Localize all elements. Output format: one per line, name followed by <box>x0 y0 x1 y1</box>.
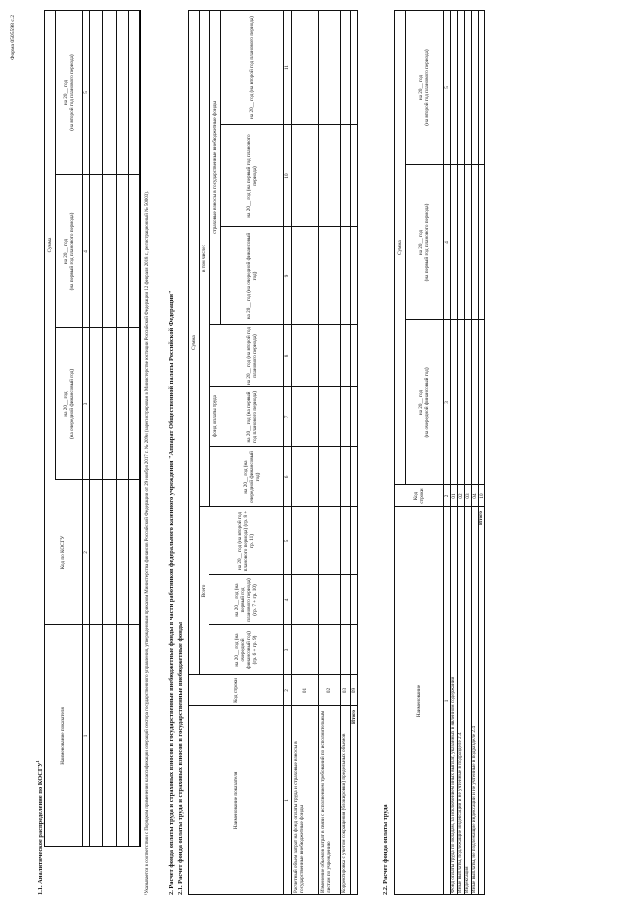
payroll-h-name: Наименование показателя <box>232 771 239 830</box>
payroll-h-c3: на 20__ год (на очередной финансовый год) (гр. 6 + гр. 9) <box>234 631 258 669</box>
payroll-h-code: Код строки <box>232 678 239 703</box>
payroll-num: 1 <box>284 799 290 802</box>
fot-h-sum: Сумма <box>396 240 403 255</box>
fot-h-name: Наименование <box>415 684 422 718</box>
fot-num: 2 <box>443 494 450 498</box>
fot-num: 5 <box>443 86 450 89</box>
payroll-h-c8: на 20__ год (на второй год планового периода) <box>245 327 258 385</box>
fot-row-code: 04 <box>471 493 478 499</box>
payroll-h-fot: фонд оплаты труда <box>211 395 218 437</box>
payroll-row-code: 01 <box>301 687 308 694</box>
payroll-h-total: Всего <box>201 584 207 598</box>
kosgu-h-code: Код по КОСГУ <box>60 535 66 570</box>
payroll-total-code: 09 <box>351 687 357 694</box>
payroll-h-c11: на 20__ год (на второй год планового периода) <box>248 16 255 119</box>
payroll-num: 5 <box>284 539 290 543</box>
payroll-h-c6: на 20__ год (на очередной финансовый год) <box>242 451 261 503</box>
payroll-total-label: Итого <box>351 710 357 724</box>
payroll-num: 7 <box>284 415 290 419</box>
payroll-row-code: 02 <box>326 687 332 694</box>
payroll-num: 8 <box>284 354 290 358</box>
kosgu-h-y2: на 20__ год (на первый год планового периода) <box>62 212 75 291</box>
kosgu-num: 3 <box>82 402 89 406</box>
fot-row-code: 03 <box>464 493 471 499</box>
payroll-h-incl: в том числе: <box>201 244 207 273</box>
payroll-num: 9 <box>284 274 290 278</box>
kosgu-num: 1 <box>82 734 89 738</box>
payroll-h-c5: на 20__ год (на второй год планового периода) (гр. 8 + гр. 11) <box>237 510 255 572</box>
payroll-num: 4 <box>284 598 290 602</box>
kosgu-num: 2 <box>82 551 89 554</box>
kosgu-h-sum: Сумма <box>46 237 53 253</box>
fot-num: 1 <box>443 699 450 703</box>
section-11-title: 1.1. Аналитическое распределение по КОСГУ$^1$ <box>35 760 45 895</box>
payroll-h-c9: на 20__ год (на очередной финансовый год) <box>245 232 258 320</box>
payroll-row-code: 03 <box>342 687 348 694</box>
kosgu-num: 5 <box>82 91 89 94</box>
payroll-num: 10 <box>284 173 290 179</box>
kosgu-h-y3: на 20__ год (на второй год планового периода) <box>62 54 75 131</box>
section-21-title: 2.1. Расчет фонда оплаты труда и страховых взносов в государственные внебюджетные фонды <box>177 622 184 895</box>
fot-total-code: 10 <box>478 493 485 499</box>
payroll-h-c7: на 20__ год (на первый год планового периода) <box>245 391 258 443</box>
payroll-h-ins: страховые взносы в государственные внебюджетные фонды <box>211 101 218 234</box>
fot-h-code: Код строки <box>412 488 425 504</box>
fot-h-y2: на 20__ год (на первый год планового периода) <box>418 203 430 282</box>
payroll-h-sum: Сумма <box>190 335 197 350</box>
payroll-h-c10: на 20__ год (на первый год планового периода) <box>245 134 258 218</box>
payroll-num: 11 <box>284 65 290 70</box>
fot-row-name: Иные выплаты, подлежащие индексации и не учтенные в подразделе 2.4 <box>457 732 463 893</box>
fot-row-name: Иные выплаты, не подлежащие индексации и не учтенные в подразделе 2.4 <box>471 726 477 893</box>
payroll-row-name: Изменение объемов затрат в связи с исполнением требований по исполнительным листам по учреждению <box>320 710 332 893</box>
fot-num: 4 <box>443 241 450 244</box>
payroll-h-c4: на 20__ год (на первый год планового периода) (гр. 7 + гр. 10) <box>234 578 258 622</box>
payroll-row-name: Корректировка с учетом сокращения (блокировки) предельных объемов <box>341 733 347 893</box>
fot-total-label: Итого <box>478 511 484 525</box>
section-2-title: 2. Расчет фонда оплаты труда и страховых взносов в государственные внебюджетные фонды в части работников федерального казенного учреждения "Аппарат Общественной палаты Российской Федерации" <box>168 290 175 895</box>
kosgu-h-y1: на 20__ год (на очередной финансовый год) <box>62 368 75 440</box>
fot-row-code: 02 <box>457 493 464 499</box>
section-22-title: 2.2. Расчет фонда оплаты труда <box>382 804 389 895</box>
kosgu-h-name: Наименование показателя <box>60 707 66 765</box>
footnote: ¹Указывается в соответствии с Порядком применения классификации операций сектора государственного управления, утвержденным приказом Министерства финансов Российской Федерации от 29 ноября 2017 г. № 209н (зарегистрирован в Министерстве юстиции Российской Федерации 12 февраля 2018 г., регистрационный № 50003). <box>145 190 150 895</box>
fot-row-code: 01 <box>450 493 457 499</box>
payroll-row-name: Расчетный объем затрат на фонд оплаты труда и страховые взносы в государственные внебюджетные фонды <box>293 741 305 893</box>
fot-num: 3 <box>443 401 450 404</box>
payroll-num: 2 <box>284 689 290 692</box>
fot-row-name: Фонд оплаты труда по окладам, за исключением иных выплат, указанных в явленном содержании <box>450 676 456 893</box>
kosgu-num: 4 <box>82 250 89 253</box>
fot-row-name: Индексация <box>464 866 470 893</box>
payroll-num: 3 <box>284 648 290 652</box>
form-code: Форма 0505598 с.2 <box>10 15 16 60</box>
fot-h-y1: на 20__ год (на очередной финансовый год) <box>418 367 430 438</box>
footnote-mark: 1 <box>35 760 40 763</box>
fot-h-y3: на 20__ год (на второй год планового периода) <box>418 49 430 126</box>
payroll-num: 6 <box>284 475 290 479</box>
